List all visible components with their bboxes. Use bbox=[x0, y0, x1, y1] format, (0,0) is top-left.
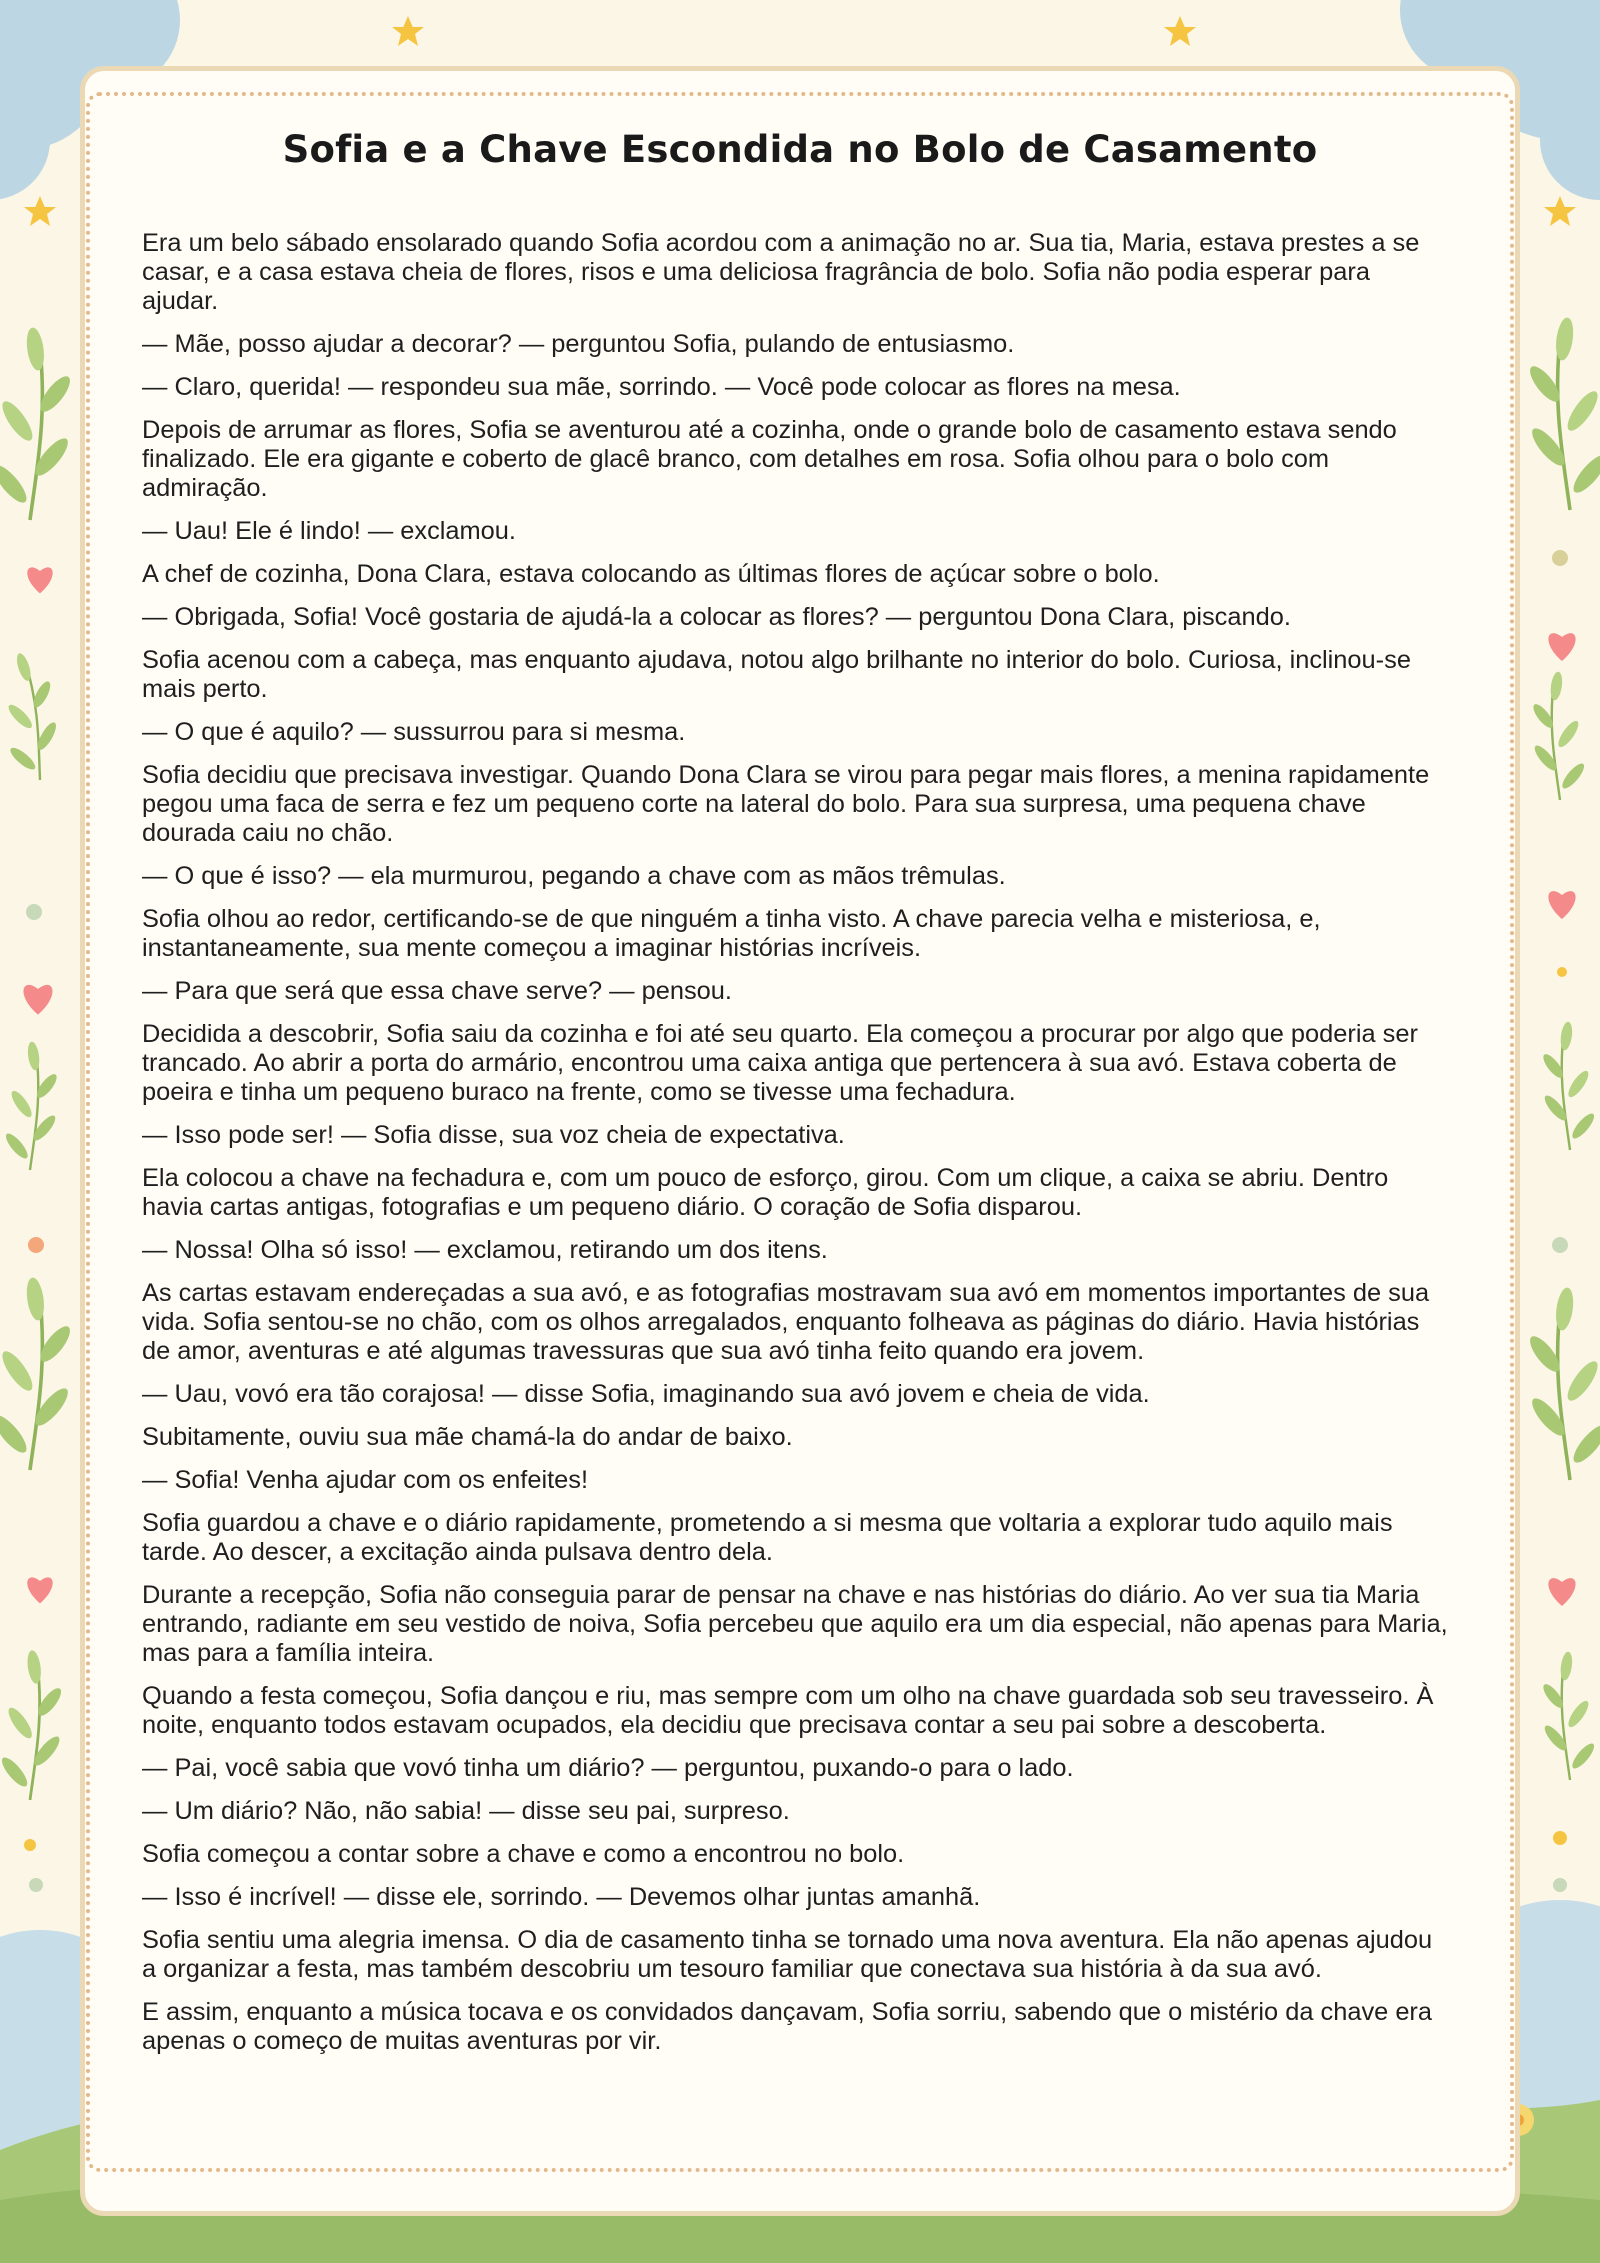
story-paragraph: Quando a festa começou, Sofia dançou e riu, mas sempre com um olho na chave guardada sob seu travesseiro. À noite, enquanto todos estavam ocupados, ela decidiu que precisava contar a seu pai sobre a descoberta. bbox=[142, 1682, 1434, 1739]
story-paragraph: Decidida a descobrir, Sofia saiu da cozinha e foi até seu quarto. Ela começou a procurar por algo que poderia ser trancado. Ao abrir a porta do armário, encontrou uma caixa antiga que pertencera à sua avó. Estava coberta de poeira e tinha um pequeno buraco na frente, como se tivesse uma fechadura. bbox=[142, 1020, 1418, 1106]
story-paragraph: — Isso pode ser! — Sofia disse, sua voz cheia de expectativa. bbox=[142, 1121, 845, 1149]
story-paragraph: — O que é isso? — ela murmurou, pegando a chave com as mãos trêmulas. bbox=[142, 862, 1006, 890]
story-paragraph: Sofia guardou a chave e o diário rapidamente, prometendo a si mesma que voltaria a explorar tudo aquilo mais tarde. Ao descer, a excitação ainda pulsava dentro dela. bbox=[142, 1509, 1393, 1566]
story-paragraph: Sofia sentiu uma alegria imensa. O dia de casamento tinha se tornado uma nova aventura. Ela não apenas ajudou a organizar a festa, mas também descobriu um tesouro familiar que conectava sua história à da sua avó. bbox=[142, 1926, 1433, 1983]
story-paragraph: Subitamente, ouviu sua mãe chamá-la do andar de baixo. bbox=[142, 1423, 793, 1451]
story-paragraph: Era um belo sábado ensolarado quando Sofia acordou com a animação no ar. Sua tia, Maria, estava prestes a se casar, e a casa estava cheia de flores, risos e uma deliciosa fragrância de bolo. Sofia não podia esperar para ajudar. bbox=[142, 229, 1420, 315]
story-paragraph: — Nossa! Olha só isso! — exclamou, retirando um dos itens. bbox=[142, 1236, 828, 1264]
story-paragraph: — Obrigada, Sofia! Você gostaria de ajudá-la a colocar as flores? — perguntou Dona Clara, piscando. bbox=[142, 603, 1291, 631]
story-paragraph: — Pai, você sabia que vovó tinha um diário? — perguntou, puxando-o para o lado. bbox=[142, 1754, 1074, 1782]
story-paragraph: — Um diário? Não, não sabia! — disse seu pai, surpreso. bbox=[142, 1797, 790, 1825]
story-paragraph: — Claro, querida! — respondeu sua mãe, sorrindo. — Você pode colocar as flores na mesa. bbox=[142, 373, 1181, 401]
story-paragraph: Durante a recepção, Sofia não conseguia parar de pensar na chave e nas histórias do diário. Ao ver sua tia Maria entrando, radiante em seu vestido de noiva, Sofia percebeu que aquilo era um dia especial, não apenas para Maria, mas para a família inteira. bbox=[142, 1581, 1448, 1667]
story-paragraph: Sofia decidiu que precisava investigar. Quando Dona Clara se virou para pegar mais flores, a menina rapidamente pegou uma faca de serra e fez um pequeno corte na lateral do bolo. Para sua surpresa, uma pequena chave dourada caiu no chão. bbox=[142, 761, 1430, 847]
story-paragraph: — Uau, vovó era tão corajosa! — disse Sofia, imaginando sua avó jovem e cheia de vida. bbox=[142, 1380, 1150, 1408]
story-title: Sofia e a Chave Escondida no Bolo de Casamento bbox=[282, 128, 1318, 171]
story-paragraph: Depois de arrumar as flores, Sofia se aventurou até a cozinha, onde o grande bolo de casamento estava sendo finalizado. Ele era gigante e coberto de glacê branco, com detalhes em rosa. Sofia olhou para o bolo com admiração. bbox=[142, 416, 1397, 502]
story-paragraph: — Mãe, posso ajudar a decorar? — perguntou Sofia, pulando de entusiasmo. bbox=[142, 330, 1015, 358]
story-paragraph: — O que é aquilo? — sussurrou para si mesma. bbox=[142, 718, 686, 746]
story-paragraph: Sofia olhou ao redor, certificando-se de que ninguém a tinha visto. A chave parecia velha e misteriosa, e, instantaneamente, sua mente começou a imaginar histórias incríveis. bbox=[142, 905, 1321, 962]
story-paragraph: E assim, enquanto a música tocava e os convidados dançavam, Sofia sorriu, sabendo que o mistério da chave era apenas o começo de muitas aventuras por vir. bbox=[142, 1998, 1433, 2055]
story-body bbox=[142, 229, 1452, 2070]
story-paragraph: As cartas estavam endereçadas a sua avó, e as fotografias mostravam sua avó em momentos importantes de sua vida. Sofia sentou-se no chão, com os olhos arregalados, enquanto folheava as páginas do diário. Havia histórias de amor, aventuras e até algumas travessuras que sua avó tinha feito quando era jovem. bbox=[142, 1279, 1430, 1365]
story-paragraph: Sofia começou a contar sobre a chave e como a encontrou no bolo. bbox=[142, 1840, 905, 1868]
story-paragraph: — Isso é incrível! — disse ele, sorrindo. — Devemos olhar juntas amanhã. bbox=[142, 1883, 981, 1911]
story-paragraph: Sofia acenou com a cabeça, mas enquanto ajudava, notou algo brilhante no interior do bolo. Curiosa, inclinou-se mais perto. bbox=[142, 646, 1411, 703]
story-paragraph: — Uau! Ele é lindo! — exclamou. bbox=[142, 517, 516, 545]
story-paragraph: — Sofia! Venha ajudar com os enfeites! bbox=[142, 1466, 589, 1494]
story-paragraph: Ela colocou a chave na fechadura e, com um pouco de esforço, girou. Com um clique, a caixa se abriu. Dentro havia cartas antigas, fotografias e um pequeno diário. O coração de Sofia disparou. bbox=[142, 1164, 1389, 1221]
story-paragraph: A chef de cozinha, Dona Clara, estava colocando as últimas flores de açúcar sobre o bolo. bbox=[142, 560, 1160, 588]
story-paragraph: — Para que será que essa chave serve? — pensou. bbox=[142, 977, 732, 1005]
